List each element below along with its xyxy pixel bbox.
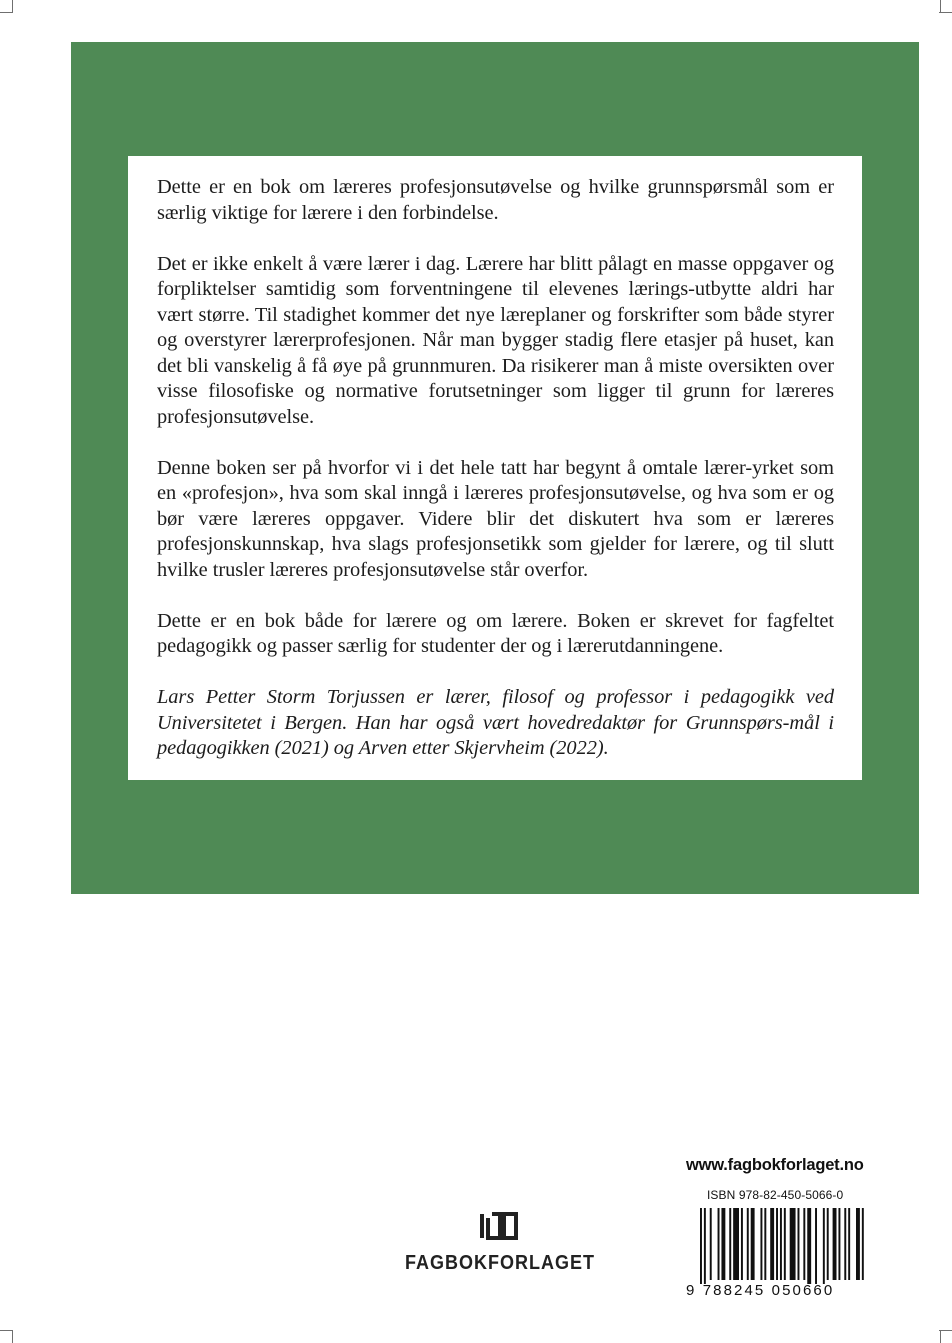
barcode-bar [827, 1208, 829, 1280]
barcode-bar [862, 1208, 864, 1280]
barcode-bar [807, 1208, 811, 1284]
barcode-bar [760, 1208, 762, 1280]
barcode-bar [776, 1208, 778, 1280]
publisher-logo [400, 1212, 600, 1273]
barcode-bar [718, 1208, 720, 1280]
barcode-bar [747, 1208, 749, 1280]
barcode-digits: 9 788245 050660 [686, 1282, 835, 1299]
barcode-bar [815, 1208, 817, 1284]
barcode-bar [803, 1208, 805, 1280]
blurb-paragraph-2: Det er ikke enkelt å være lærer i dag. Lærere har blitt pålagt en masse oppgaver og forpliktelser samtidig som forventningene til elevenes lærings-utbytte aldri har vært større. Til stadighet kommer det nye læreplaner og forskrifter som både styrer og overstyrer lærerprofesjonen. Når man bygger stadig flere etasjer på huset, kan det bli vanskelig å få øye på grunnmuren. Da risikerer man å miste oversikten over visse filosofiske og normative forutsetninger som ligger til grunn for læreres profesjonsutøvelse. [157, 252, 834, 428]
blurb-paragraph-4: Dette er en bok både for lærere og om lærere. Boken er skrevet for fagfeltet pedagogikk og passer særlig for studenter der og i lærerutdanningene. [157, 609, 834, 657]
barcode-bar [798, 1208, 800, 1280]
barcode-bar [741, 1208, 743, 1280]
barcode-bar [844, 1208, 846, 1280]
blurb-text-box [128, 156, 862, 780]
barcode-bar [729, 1208, 731, 1280]
barcode-bar [833, 1208, 837, 1280]
barcode-bar [751, 1208, 755, 1280]
barcode-bar [784, 1208, 786, 1280]
barcode-bar [856, 1208, 860, 1280]
barcode-bar [704, 1208, 706, 1284]
crop-mark [939, 1330, 952, 1331]
barcode-bar [780, 1208, 782, 1280]
barcode-bar [733, 1208, 739, 1280]
barcode-bar [710, 1208, 712, 1280]
barcode-bar [838, 1208, 840, 1280]
barcode-bar [721, 1208, 725, 1280]
barcode-bar [848, 1208, 850, 1280]
barcode-bar [770, 1208, 774, 1280]
crop-mark [939, 12, 952, 13]
author-bio: Lars Petter Storm Torjussen er lærer, filosof og professor i pedagogikk ved Universitetet i Bergen. Han har også vært hovedredaktør for Grunnspørs-mål i pedagogikken (2021) og Arven etter Skjervheim (2022). [157, 686, 834, 759]
barcode-bar [790, 1208, 796, 1280]
publisher-website: www.fagbokforlaget.no [686, 1156, 864, 1174]
crop-mark [940, 1330, 941, 1343]
blurb-paragraph-3: Denne boken ser på hvorfor vi i det hele tatt har begynt å omtale lærer-yrket som en «profesjon», hva som skal inngå i læreres profesjonsutøvelse, og hva som er og bør være læreres oppgaver. Videre blir det diskutert hva som er læreres profesjonskunnskap, hva slags profesjonsetikk som gjelder for lærere, og til slutt hvilke trusler læreres profesjonsutøvelse står overfor. [157, 456, 834, 581]
crop-mark [0, 12, 13, 13]
blurb-paragraph-1: Dette er en bok om læreres profesjonsutøvelse og hvilke grunnspørsmål som er særlig viktige for lærere i den forbindelse. [157, 176, 834, 224]
barcode-bar [823, 1208, 825, 1284]
publisher-name: FAGBOKFORLAGET [405, 1250, 595, 1274]
fagbokforlaget-book-logo-icon [479, 1212, 521, 1242]
barcode-bar [700, 1208, 702, 1284]
crop-mark [12, 1330, 13, 1343]
isbn-number: ISBN 978-82-450-5066-0 [707, 1188, 844, 1202]
crop-mark [0, 1330, 13, 1331]
barcode-bars [686, 1204, 868, 1284]
barcode-bar [764, 1208, 766, 1280]
